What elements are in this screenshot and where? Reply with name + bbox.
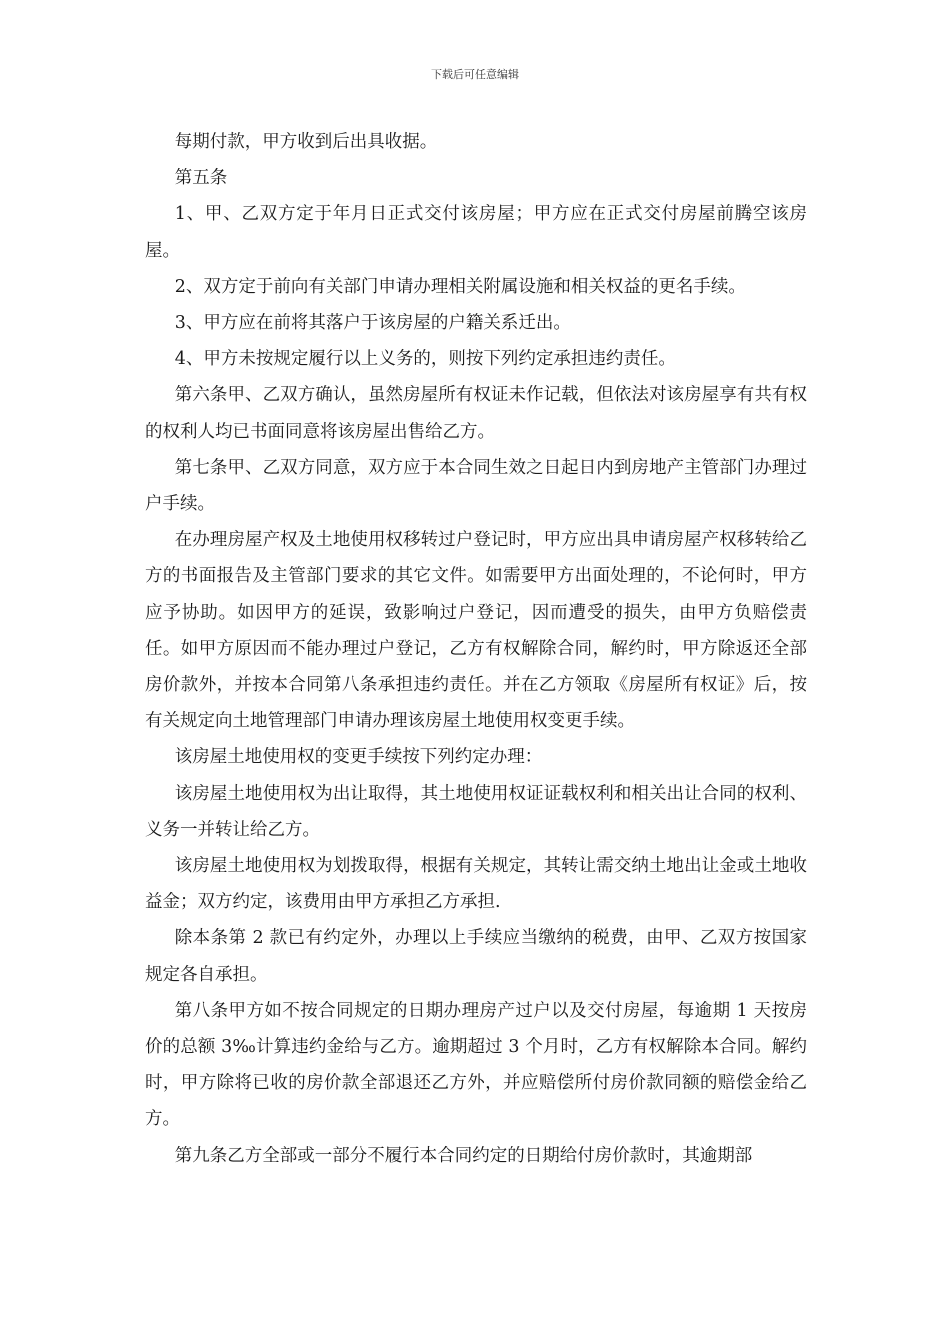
paragraph: 该房屋土地使用权为划拨取得，根据有关规定，其转让需交纳土地出让金或土地收益金；双方约定，该费用由甲方承担乙方承担. <box>145 856 807 913</box>
paragraph: 2、双方定于前向有关部门申请办理相关附属设施和相关权益的更名手续。 <box>174 276 746 297</box>
paragraph: 1、甲、乙双方定于年月日正式交付该房屋；甲方应在正式交付房屋前腾空该房屋。 <box>145 204 807 261</box>
paragraph: 第六条甲、乙双方确认，虽然房屋所有权证未作记载，但依法对该房屋享有共有权的权利人均已书面同意将该房屋出售给乙方。 <box>145 385 807 442</box>
paragraph: 第五条 <box>174 168 228 189</box>
paragraph: 第八条甲方如不按合同规定的日期办理房产过户以及交付房屋，每逾期 1 天按房价的总额 3‰计算违约金给与乙方。逾期超过 3 个月时，乙方有权解除本合同。解约时，甲方除将已收的房价款全部退还乙方外，并应赔偿所付房价款同额的赔偿金给乙方。 <box>145 1000 807 1130</box>
paragraph: 除本条第 2 款已有约定外，办理以上手续应当缴纳的税费，由甲、乙双方按国家规定各自承担。 <box>145 928 807 985</box>
page-header: 下载后可任意编辑 <box>431 68 519 81</box>
paragraph: 4、甲方未按规定履行以上义务的，则按下列约定承担违约责任。 <box>174 349 676 370</box>
paragraph: 3、甲方应在前将其落户于该房屋的户籍关系迁出。 <box>174 313 571 334</box>
paragraph: 第九条乙方全部或一部分不履行本合同约定的日期给付房价款时，其逾期部 <box>174 1145 753 1166</box>
document-body <box>145 124 807 1174</box>
paragraph: 每期付款，甲方收到后出具收据。 <box>174 132 438 152</box>
paragraph: 第七条甲、乙双方同意，双方应于本合同生效之日起日内到房地产主管部门办理过户手续。 <box>145 457 807 515</box>
paragraph: 在办理房屋产权及土地使用权移转过户登记时，甲方应出具申请房屋产权移转给乙方的书面报告及主管部门要求的其它文件。如需要甲方出面处理的，不论何时，甲方应予协助。如因甲方的延误，致影响过户登记，因而遭受的损失，由甲方负赔偿责任。如甲方原因而不能办理过户登记，乙方有权解除合同，解约时，甲方除返还全部房价款外，并按本合同第八条承担违约责任。并在乙方领取《房屋所有权证》后，按有关规定向土地管理部门申请办理该房屋土地使用权变更手续。 <box>145 530 807 732</box>
paragraph: 该房屋土地使用权为出让取得，其土地使用权证证载权利和相关出让合同的权利、义务一并转让给乙方。 <box>145 783 807 840</box>
paragraph: 该房屋土地使用权的变更手续按下列约定办理： <box>174 747 543 768</box>
